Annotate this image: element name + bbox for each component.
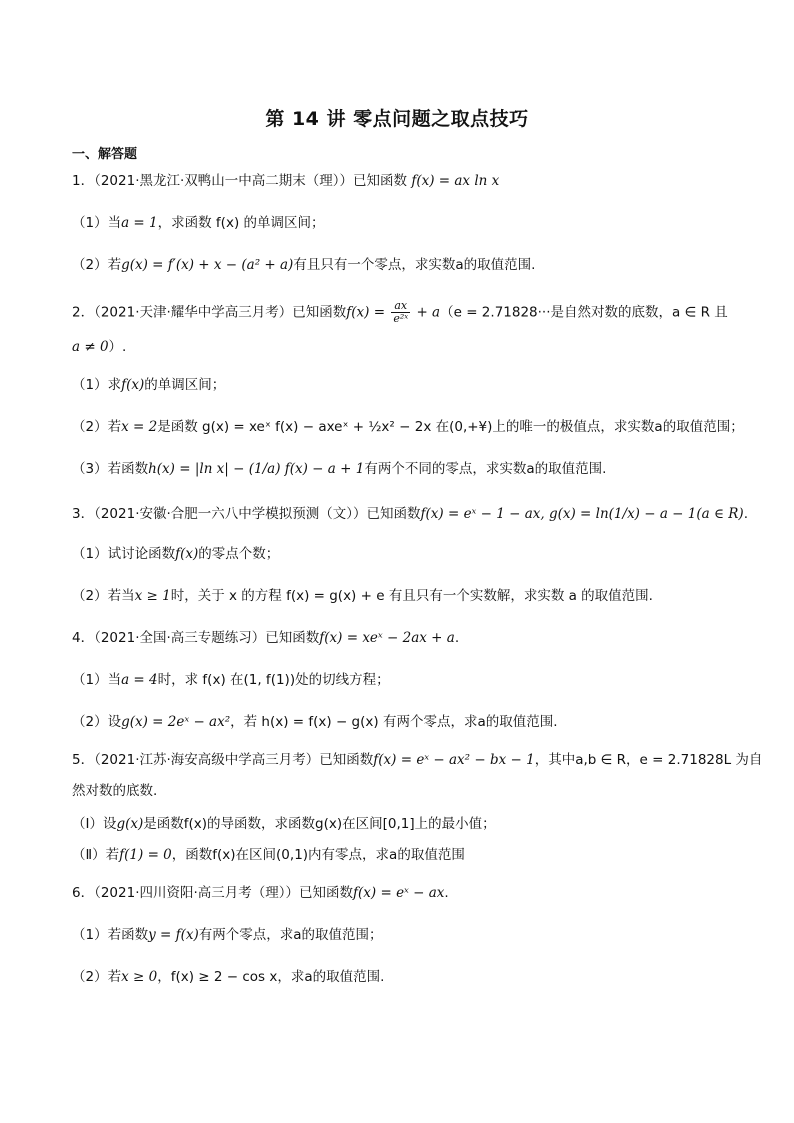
part-text: （2）若: [72, 969, 122, 985]
question-2-cont: [72, 338, 126, 356]
question-5-part-1: [72, 815, 496, 833]
question-5-formula: f(x) = eˣ − ax² − bx − 1: [373, 752, 535, 768]
question-2-part-1: [72, 376, 225, 394]
question-4-text: 4．（2021·全国·高三专题练习）已知函数: [72, 630, 320, 646]
part-formula: g(x): [116, 816, 144, 832]
question-3-part-1: [72, 545, 279, 563]
question-6-formula: f(x) = eˣ − ax: [353, 885, 445, 901]
question-3-text: 3．（2021·安徽·合肥一六八中学模拟预测（文））已知函数: [72, 506, 421, 522]
part-text-tail: 有两个不同的零点，求实数a的取值范围.: [364, 461, 607, 477]
part-text: （2）若: [72, 419, 122, 435]
question-4-part-2: [72, 713, 558, 731]
part-formula: y = f(x): [148, 927, 199, 943]
part-text-tail: 的零点个数；: [198, 546, 280, 562]
part-text-tail: 是函数f(x)的导函数，求函数g(x)在区间[0,1]上的最小值；: [143, 816, 496, 832]
formula-tail: + a: [412, 304, 441, 321]
text-tail: .: [743, 506, 748, 522]
part-formula: h(x) = |ln x| − (1/a) f(x) − a + 1: [148, 461, 365, 477]
question-1: [72, 172, 499, 190]
question-1-formula: f(x) = ax ln x: [407, 173, 500, 189]
part-formula: x ≥ 1: [134, 588, 171, 604]
question-4: [72, 629, 459, 647]
question-3-formula: f(x) = eˣ − 1 − ax, g(x) = ln(1/x) − a − 1(a ∈ R): [420, 506, 744, 522]
question-1-text: 1．（2021·黑龙江·双鸭山一中高二期末（理））已知函数: [72, 173, 408, 189]
page-title: 第 14 讲 零点问题之取点技巧: [265, 108, 529, 130]
part-text-tail: 有两个零点，求a的取值范围；: [198, 927, 383, 943]
part-text: （1）求: [72, 377, 122, 393]
part-text: （2）设: [72, 714, 122, 730]
part-text: （Ⅱ）若: [72, 847, 120, 863]
part-text: （1）试讨论函数: [72, 546, 176, 562]
question-2-part-2: [72, 418, 744, 436]
part-formula: g(x) = 2eˣ − ax²: [121, 714, 231, 730]
question-4-part-1: [72, 671, 390, 689]
question-6: [72, 884, 449, 902]
part-text-tail: ，f(x) ≥ 2 − cos x，求a的取值范围.: [157, 969, 385, 985]
text-tail: .: [444, 885, 449, 901]
question-5-part-2: [72, 846, 465, 864]
question-6-text: 6．（2021·四川资阳·高三月考（理））已知函数: [72, 885, 354, 901]
question-5-cont: [72, 782, 157, 800]
part-text: （3）若函数: [72, 461, 149, 477]
part-formula: a = 1: [121, 215, 158, 231]
part-text: （1）当: [72, 215, 122, 231]
part-formula: f(x): [175, 546, 199, 562]
question-6-part-1: [72, 926, 383, 944]
part-formula: f(1) = 0: [119, 847, 172, 863]
question-2-text-tail: （e = 2.71828···是自然对数的底数，a ∈ R 且: [440, 304, 728, 321]
question-4-formula: f(x) = xeˣ − 2ax + a: [319, 630, 455, 646]
question-2: [72, 300, 728, 325]
part-text-tail: 时，求 f(x) 在(1, f(1))处的切线方程；: [157, 672, 390, 688]
part-text: （1）若函数: [72, 927, 149, 943]
text: 然对数的底数.: [72, 783, 158, 799]
question-3: [72, 505, 748, 523]
part-formula: f(x): [121, 377, 145, 393]
part-text-tail: ，函数f(x)在区间(0,1)内有零点，求a的取值范围: [171, 847, 465, 863]
part-text: （Ⅰ）设: [72, 816, 117, 832]
part-text: （2）若当: [72, 588, 135, 604]
text-tail: ）.: [108, 339, 127, 355]
part-text-tail: ，若 h(x) = f(x) − g(x) 有两个零点，求a的取值范围.: [230, 714, 558, 730]
question-2-part-3: [72, 460, 606, 478]
part-text: （2）若: [72, 257, 122, 273]
part-formula: a = 4: [121, 672, 158, 688]
part-text-tail: ，求函数 f(x) 的单调区间；: [157, 215, 325, 231]
question-3-part-2: [72, 587, 653, 605]
question-1-part-1: [72, 214, 325, 232]
part-text-tail: 有且只有一个零点，求实数a的取值范围.: [293, 257, 536, 273]
part-formula: x = 2: [121, 419, 158, 435]
part-text-tail: 时，关于 x 的方程 f(x) = g(x) + e 有且只有一个实数解，求实数 a 的取值范围.: [170, 588, 653, 604]
formula: a ≠ 0: [72, 339, 109, 355]
part-text: （1）当: [72, 672, 122, 688]
part-text-tail: 是函数 g(x) = xeˣ f(x) − axeˣ + ½x² − 2x 在(0,+¥)上的唯一的极值点，求实数a的取值范围；: [157, 419, 744, 435]
question-1-part-2: [72, 256, 535, 274]
part-formula: x ≥ 0: [121, 969, 158, 985]
text-tail: ，其中a,b ∈ R，e = 2.71828L 为自: [534, 752, 763, 768]
part-text-tail: 的单调区间；: [144, 377, 226, 393]
question-5: [72, 751, 762, 769]
question-6-part-2: [72, 968, 384, 986]
text-tail: .: [454, 630, 460, 646]
section-heading: 一、解答题: [72, 147, 138, 162]
part-formula: g(x) = f′(x) + x − (a² + a): [121, 257, 294, 273]
question-2-text: 2．（2021·天津·耀华中学高三月考）已知函数: [72, 304, 347, 321]
fraction: $\frac{ax}{\text{e²ˣ}}$: [393, 299, 409, 325]
question-5-text: 5．（2021·江苏·海安高级中学高三月考）已知函数: [72, 752, 374, 768]
question-2-formula: f(x) =: [346, 304, 390, 321]
